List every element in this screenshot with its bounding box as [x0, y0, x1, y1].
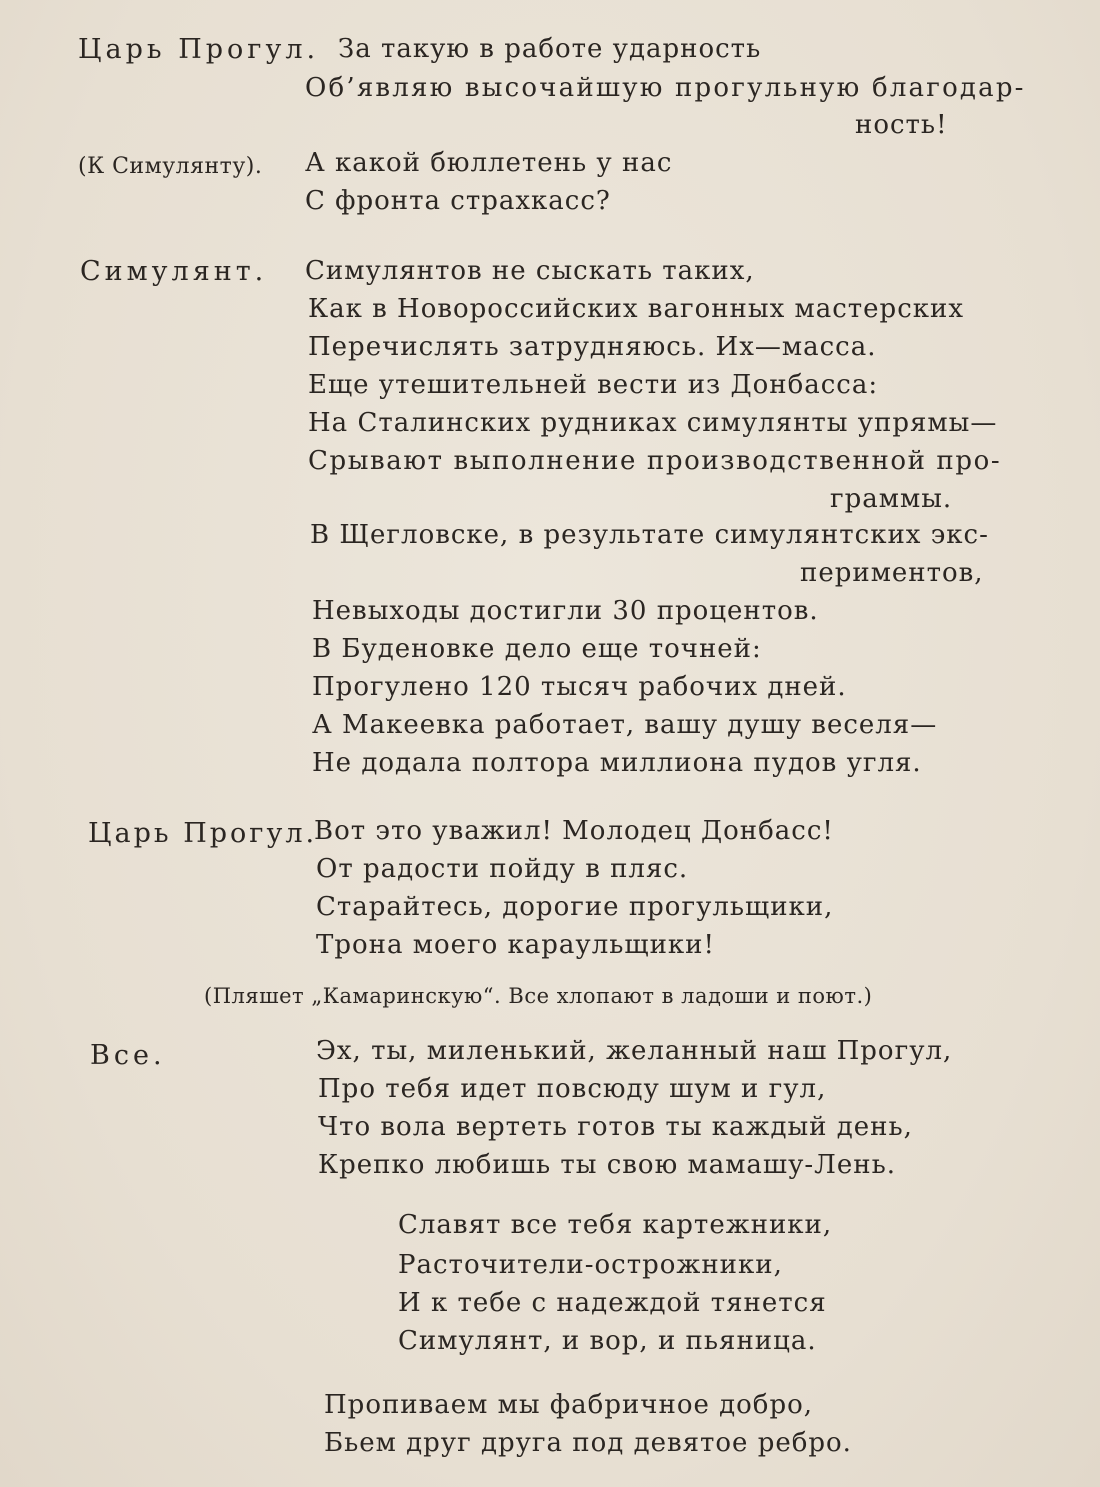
verse-line: Старайтесь, дорогие прогульщики, — [316, 892, 834, 922]
speaker-direction-to-simulant: (К Симулянту). — [78, 154, 263, 179]
verse-line: Трона моего караульщики! — [316, 930, 715, 960]
speaker-tsar-progul: Царь Прогул. — [78, 34, 320, 65]
verse-line: В Щегловске, в результате симулянтских экс- — [310, 520, 989, 550]
verse-line: граммы. — [830, 484, 953, 514]
verse-line: периментов, — [800, 558, 984, 588]
verse-line: Перечислять затрудняюсь. Их—масса. — [308, 332, 877, 362]
verse-line: Расточители-острожники, — [398, 1250, 783, 1280]
verse-line: ность! — [855, 110, 948, 140]
verse-line: И к тебе с надеждой тянется — [398, 1288, 827, 1318]
verse-line: С фронта страхкасс? — [305, 186, 611, 216]
speaker-tsar-progul: Царь Прогул. — [88, 818, 318, 849]
verse-line: Еще утешительней вести из Донбасса: — [308, 370, 879, 400]
verse-line: В Буденовке дело еще точней: — [312, 634, 762, 664]
verse-line: А какой бюллетень у нас — [305, 148, 673, 178]
verse-line: Про тебя идет повсюду шум и гул, — [318, 1074, 827, 1104]
stage-direction: (Пляшет „Камаринскую“. Все хлопают в ладоши и поют.) — [204, 984, 873, 1008]
verse-line: Эх, ты, миленький, желанный наш Прогул, — [316, 1036, 953, 1066]
verse-line: На Сталинских рудниках симулянты упрямы— — [308, 408, 998, 438]
verse-line: Об’являю высочайшую прогульную благодар- — [305, 73, 1026, 103]
verse-line: Срывают выполнение производственной про- — [308, 446, 1002, 476]
verse-line: Бьем друг друга под девятое ребро. — [324, 1428, 852, 1458]
verse-line: Пропиваем мы фабричное добро, — [324, 1390, 814, 1420]
speaker-simulant: Симулянт. — [80, 256, 268, 287]
verse-line: Крепко любишь ты свою мамашу-Лень. — [318, 1150, 897, 1180]
verse-line: За такую в работе ударность — [338, 34, 762, 64]
verse-line: Невыходы достигли 30 процентов. — [312, 596, 819, 626]
verse-line: Симулянт, и вор, и пьяница. — [398, 1326, 817, 1356]
speaker-all: Все. — [90, 1040, 166, 1071]
verse-line: А Макеевка работает, вашу душу веселя— — [312, 710, 938, 740]
verse-line: Прогулено 120 тысяч рабочих дней. — [312, 672, 847, 702]
verse-line: Не додала полтора миллиона пудов угля. — [312, 748, 922, 778]
verse-line: От радости пойду в пляс. — [316, 854, 689, 884]
verse-line: Что вола вертеть готов ты каждый день, — [318, 1112, 913, 1142]
verse-line: Как в Новороссийских вагонных мастерских — [308, 294, 965, 324]
verse-line: Славят все тебя картежники, — [398, 1210, 833, 1240]
verse-line: Вот это уважил! Молодец Донбасс! — [314, 816, 834, 846]
verse-line: Симулянтов не сыскать таких, — [305, 256, 755, 286]
